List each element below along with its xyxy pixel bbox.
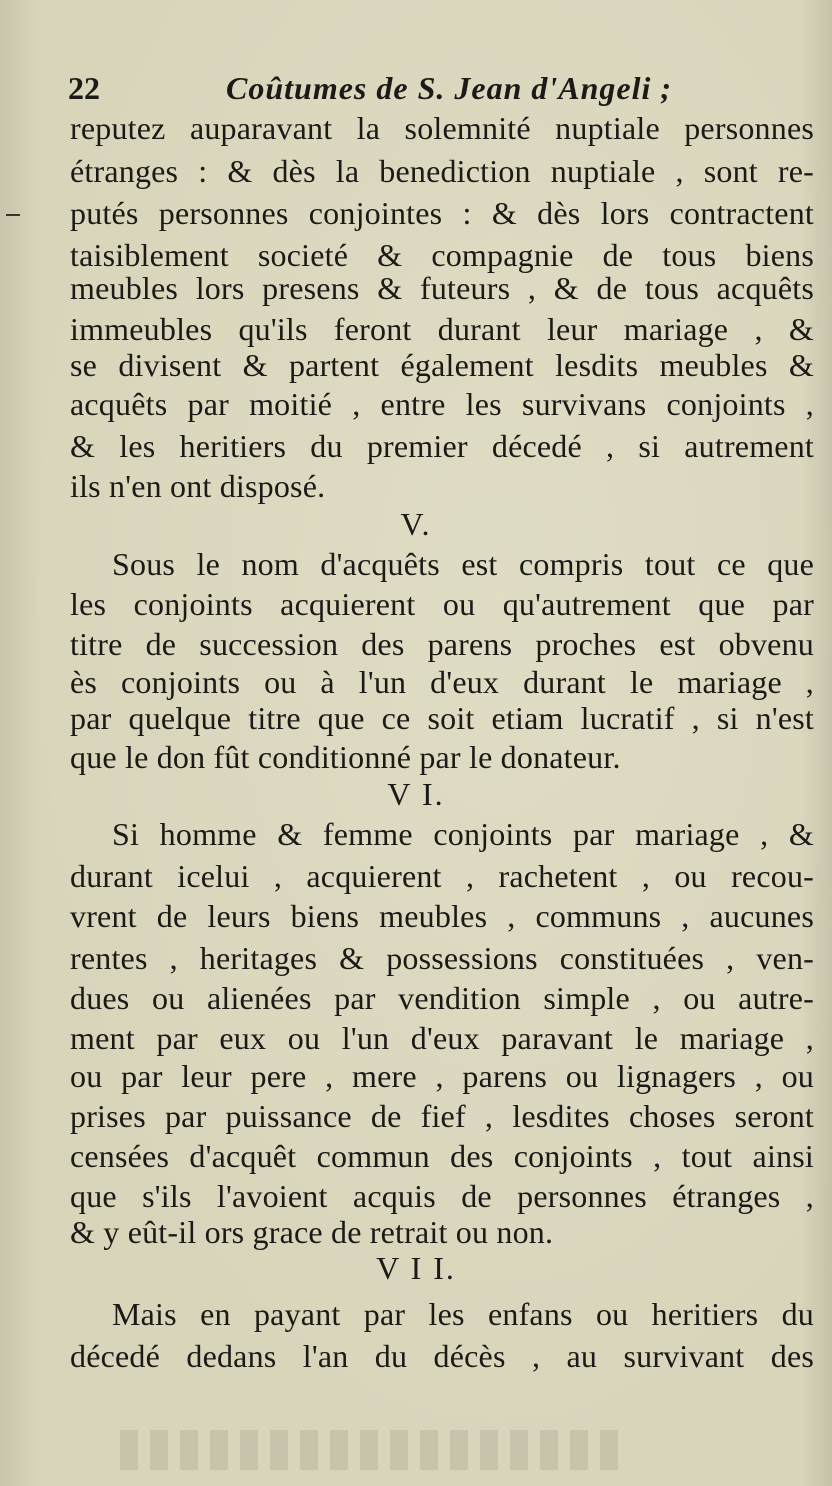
text-line: titre de succession des parens proches est obvenu <box>70 626 814 662</box>
text-line: rentes , heritages & possessions constituées , ven- <box>70 940 814 976</box>
text-line: acquêts par moitié , entre les survivans conjoints , <box>70 386 814 422</box>
text-line: dues ou alienées par vendition simple , ou autre- <box>70 980 814 1016</box>
text-line: Si homme & femme conjoints par mariage , & <box>112 816 814 852</box>
text-line: ment par eux ou l'un d'eux paravant le mariage , <box>70 1020 814 1056</box>
text-line: vrent de leurs biens meubles , communs , aucunes <box>70 898 814 934</box>
text-line: censées d'acquêt commun des conjoints , tout ainsi <box>70 1138 814 1174</box>
text-line: que le don fût conditionné par le donateur. <box>70 739 621 775</box>
text-line: meubles lors presens & futeurs , & de tous acquêts <box>70 270 814 306</box>
text-line: taisiblement societé & compagnie de tous biens <box>70 237 814 273</box>
show-through-texture <box>120 1430 620 1470</box>
text-line: étranges : & dès la benediction nuptiale , sont re- <box>70 153 814 189</box>
page-header <box>60 70 760 114</box>
text-line: par quelque titre que ce soit etiam lucratif , si n'est <box>70 700 814 736</box>
text-line: & les heritiers du premier décedé , si autrement <box>70 428 814 464</box>
page-number: 22 <box>68 70 100 106</box>
text-line: que s'ils l'avoient acquis de personnes étranges , <box>70 1178 814 1214</box>
text-line: les conjoints acquierent ou qu'autrement que par <box>70 586 814 622</box>
text-line: durant icelui , acquierent , rachetent , ou recou- <box>70 858 814 894</box>
text-line: immeubles qu'ils feront durant leur mariage , & <box>70 311 814 347</box>
text-line: ils n'en ont disposé. <box>70 468 326 504</box>
text-line: ou par leur pere , mere , parens ou lignagers , ou <box>70 1058 814 1094</box>
running-head: Coûtumes de S. Jean d'Angeli ; <box>226 70 673 106</box>
text-line: Mais en payant par les enfans ou heritiers du <box>112 1296 814 1332</box>
text-line: Sous le nom d'acquêts est compris tout ce que <box>112 546 814 582</box>
section-heading-vi: V I. <box>387 776 445 812</box>
text-line: putés personnes conjointes : & dès lors contractent <box>70 195 814 231</box>
text-line: & y eût-il ors grace de retrait ou non. <box>70 1214 554 1250</box>
text-line: décedé dedans l'an du décès , au survivant des <box>70 1338 814 1374</box>
text-line: se divisent & partent également lesdits meubles & <box>70 347 814 383</box>
section-heading-vii: V I I. <box>376 1250 456 1286</box>
section-heading-v: V. <box>400 506 432 542</box>
margin-dash <box>6 214 20 216</box>
text-line: reputez auparavant la solemnité nuptiale personnes <box>70 110 814 146</box>
text-line: prises par puissance de fief , lesdites choses seront <box>70 1098 814 1134</box>
text-line: ès conjoints ou à l'un d'eux durant le mariage , <box>70 664 814 700</box>
